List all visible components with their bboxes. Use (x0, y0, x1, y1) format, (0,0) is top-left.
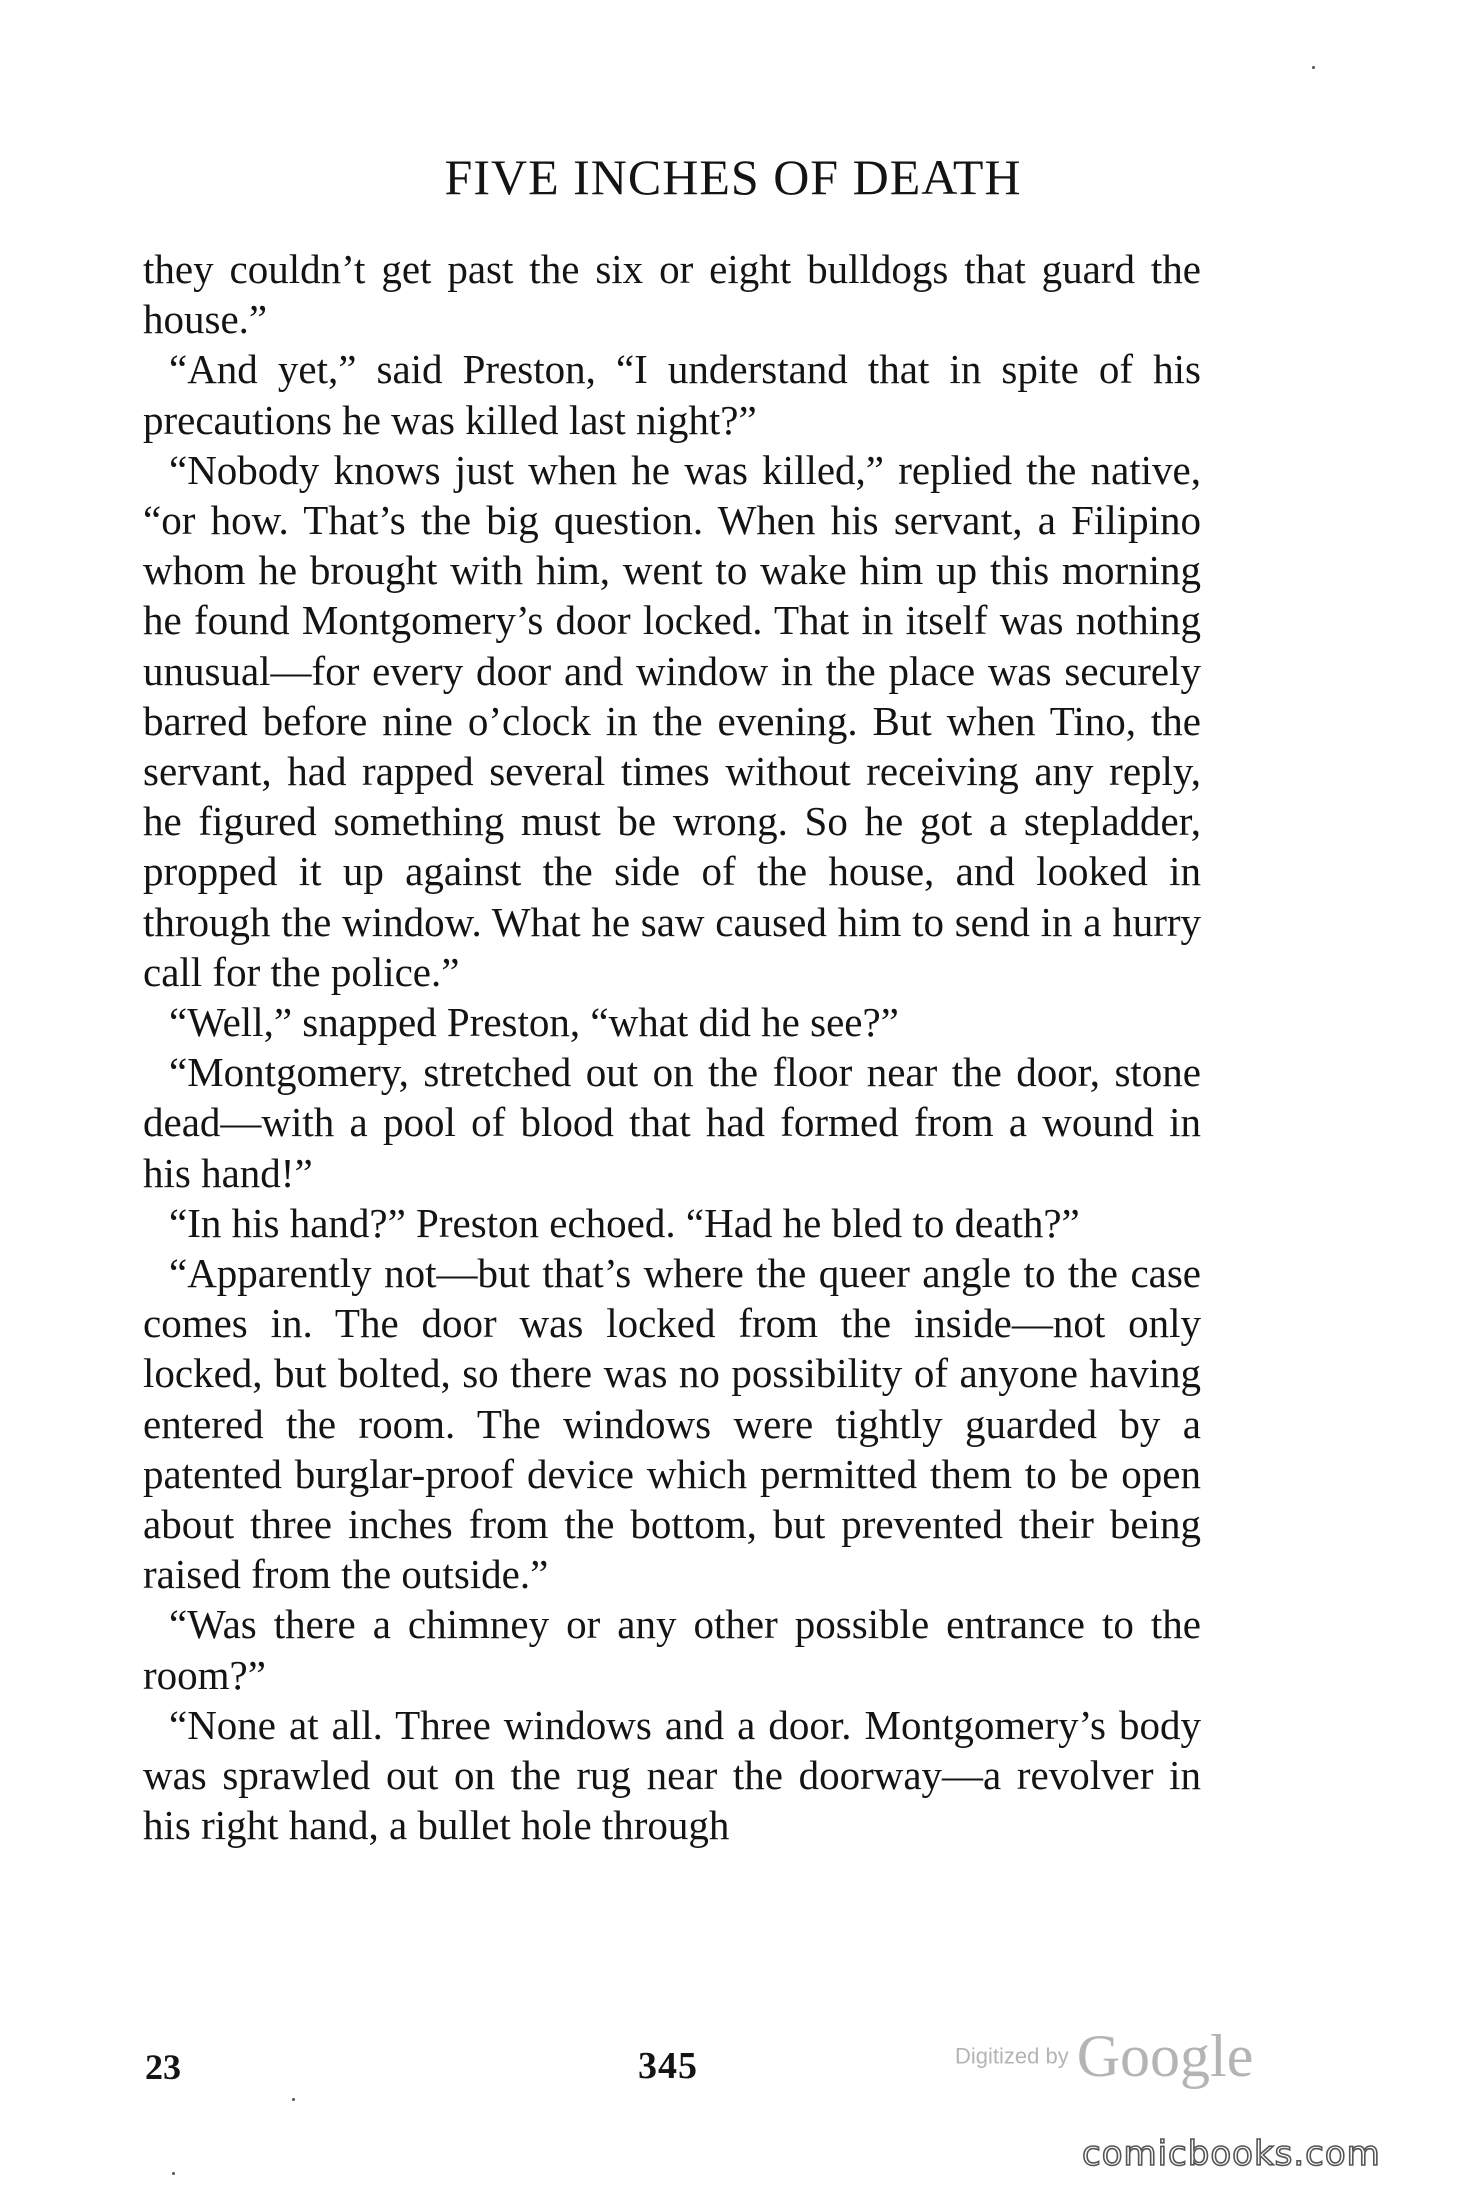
paragraph-8: “Was there a chimney or any other possible entrance to the room?” (143, 1601, 1201, 1698)
page-number: 345 (638, 2045, 698, 2087)
paragraph-3: “Nobody knows just when he was killed,” replied the native, “or how. That’s the big question. When his servant, a Filipino whom he brought with him, went to wake him up this morning he found Montgomery’s door locked. That in itself was nothing unusual—for every door and window in the place was securely barred before nine o’clock in the evening. But when Tino, the servant, had rapped several times without receiving any reply, he figured something must be wrong. So he got a stepladder, propped it up against the side of the house, and looked in through the window. What he saw caused him to send in a hurry call for the police.” (143, 446, 1201, 995)
site-watermark: comicbooks.com (1082, 2134, 1381, 2174)
paragraph-4: “Well,” snapped Preston, “what did he see?” (169, 999, 899, 1046)
body-text (143, 244, 1201, 1851)
scan-speck (292, 2098, 295, 2101)
scan-speck (1312, 66, 1315, 69)
paragraph-7: “Apparently not—but that’s where the queer angle to the case comes in. The door was locked from the inside—not only locked, but bolted, so there was no possibility of anyone having entered the room. The windows were tightly guarded by a patented burglar-proof device which permitted them to be open about three inches from the bottom, but prevented their being raised from the outside.” (143, 1250, 1201, 1598)
signature-mark: 23 (145, 2047, 181, 2087)
paragraph-1: they couldn’t get past the six or eight bulldogs that guard the house.” (143, 246, 1201, 343)
paragraph-2: “And yet,” said Preston, “I understand that in spite of his precautions he was killed last night?” (143, 346, 1201, 443)
google-logo: Google (1076, 2023, 1254, 2089)
scan-speck (172, 2172, 175, 2175)
paragraph-6: “In his hand?” Preston echoed. “Had he bled to death?” (169, 1199, 1080, 1246)
paragraph-5: “Montgomery, stretched out on the floor near the door, stone dead—with a pool of blood that had formed from a wound in his hand!” (143, 1049, 1201, 1196)
running-header: FIVE INCHES OF DEATH (444, 149, 1022, 205)
digitized-by-google-mark (955, 2022, 1253, 2091)
digitized-prefix: Digitized by (955, 2043, 1069, 2069)
paragraph-9: “None at all. Three windows and a door. Montgomery’s body was sprawled out on the rug near the doorway—a revolver in his right hand, a bullet hole through (143, 1701, 1201, 1849)
